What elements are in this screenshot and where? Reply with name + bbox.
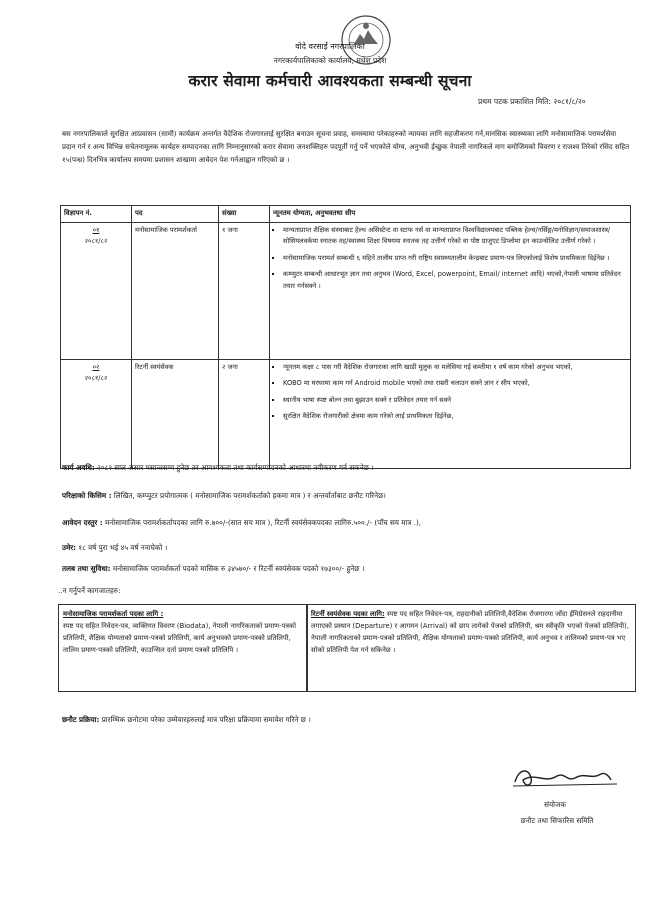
table-row (61, 359, 631, 468)
required-documents-heading: ..न गर्नुपर्ने कागजातहरु: (58, 586, 121, 595)
exam-type (62, 490, 632, 502)
selection-process-label: छनौट प्रक्रिया: (62, 715, 100, 724)
term-duration (62, 462, 632, 474)
qualification-item: ▪ मान्यताप्राप्त शैक्षिक संस्थाबाट हेल्थ असिस्टेन्ट वा स्टाफ नर्स वा मान्यताप्राप्त विश्वविद्यालयबाट पब्लिक हेल्थ/नर्सिङ्ग/मनोविज्ञान/समाजशास्त्र/सोसियलवर्कमा स्नातक तह/स्वास्थ्य शिक्षा विषयमा स्नातक तह उत्तीर्ण गरेको वा पोष्ट ग्राजुएट डिप्लोमा इन काउन्सेलिङ उत्तीर्ण गरेको । (283, 225, 627, 248)
qualification-item: ▪ स्थानीय भाषा स्पष्ट बोल्न तथा बुझाउन सक्ने र प्रतिवेदन तयार गर्न सक्ने (283, 395, 627, 407)
qualification-item: ▪ कम्प्युटर सम्बन्धी आधारभूत ज्ञान तथा अनुभव (Word, Excel, powerpoint, Email/ internet आदि) भएको,नेपाली भाषामा प्रतिवेदन तयार गर्नसक्ने । (283, 269, 627, 292)
exam-type-label: परिक्षाको किसिम : (62, 491, 112, 500)
ad-number: ०२ (92, 362, 100, 371)
ad-number: ०१ (92, 225, 100, 234)
application-fee (62, 517, 632, 529)
post-cell: रिटर्नी स्वयंसेवक (132, 359, 219, 468)
signatory-role: संयोजक (544, 800, 566, 809)
salary (62, 563, 632, 575)
application-fee-label: आवेदन दस्तुर : (62, 518, 103, 527)
ad-number-cell (61, 222, 132, 359)
signature-icon (505, 760, 625, 796)
office-name: वोदे वरसाईं नगरपालिका (295, 42, 365, 51)
col-header-qualifications: न्यूनतम योग्यता, अनुभवतथा सीप (270, 206, 631, 223)
docs-volunteer-heading: रिटर्नी स्वयंसेवक पदका लागि: (311, 610, 385, 618)
salary-text: मनोसामाजिक परामर्शकर्ता पदको मासिक रु ३४५७०/- र रिटर्नी स्वयंसेवक पदको १७३००/- हुनेछ । (112, 564, 365, 573)
salary-label: तलब तथा सुविधा: (62, 564, 111, 573)
col-header-post: पद (132, 206, 219, 223)
intro-paragraph: बस नगरपालिकाले सुरक्षित आप्रवासन (सामी) कार्यक्रम अन्तर्गत वैदेशिक रोजगारलाई सुरक्षित बनाउन सूचना प्रवाह, समस्यामा परेकाहरुको न्यायका लागि सहजीकरण गर्न,मानसिक स्वास्थ्यका लागि मनोसामाजिक परामर्शसेवा प्रदान गर्न र अन्य विभिन्न सचेतनामूलक कार्यहरु सम्पादनका लागि निम्नानुसारको करार सेवामा जनशक्तिहरु पदपूर्ती गर्नु पर्ने भएकोले योग्य, अनुभवी ईच्छुक नेपाली नागरिकले माग बमोजिमको विवरण र राजश्व तिरेको रसिद सहित १५(पन्ध्र) दिनभित्र कार्यालय समयमा प्रशासन शाखामा आवेदन पेश गर्नआह्वान गरिएको छ । (62, 130, 630, 164)
post-cell: मनोसामाजिक परामर्शकर्ता (132, 222, 219, 359)
qualification-item: ▪ सुरक्षित वैदेशिक रोजगारीको क्षेत्रमा काम गरेको लाई प्राथमिकता दिईनेछ, (283, 411, 627, 423)
application-fee-text: मनोसामाजिक परामर्शकर्तापदका लागि रु.७००/-(सात सय मात्र ), रिटर्नी स्वयंसेवकपदका लागिरु.५००./- (पाँच सय मात्र .), (104, 518, 422, 527)
age-limit-label: उमेर: (62, 543, 77, 552)
ad-year: २०८१/८२ (84, 237, 108, 245)
age-limit-text: १८ वर्ष पुरा भई ४५ वर्ष ननाघेको । (78, 543, 168, 552)
table-row (61, 222, 631, 359)
col-header-ad-no: विज्ञापन नं. (61, 206, 132, 223)
count-cell: २ जना (219, 359, 270, 468)
exam-type-text: लिखित, कम्प्युटर प्रयोगात्मक ( मनोसामाजिक परामर्शकर्ताको हकमा मात्र ) र अन्तर्वार्ताबाट छनौट गरिनेछ। (113, 491, 386, 500)
qualifications-cell (270, 359, 631, 468)
vacancy-table (60, 205, 631, 469)
term-duration-text: २०८२ साल असार मसान्तसम्म हुनेछ तर आवश्यकता तथा कार्यसम्पादनको आधारमा नवीकरण गर्न सकनेछ । (97, 463, 374, 472)
qualification-item: ▪ न्यूनतम कक्षा ८ पास गरी वैदेशिक रोजगारका लागि खाडी मुलुक वा मलेसिया गई कम्तीमा १ वर्ष काम गरेको अनुभव भएको, (283, 362, 627, 374)
ad-year: २०८१/८२ (84, 374, 108, 382)
docs-counsellor-heading: मनोसामाजिक परामर्शकर्ता पदका लागि : (63, 610, 164, 618)
docs-box-volunteer (306, 604, 636, 692)
signatory-committee: छनौट तथा सिफारिस समिति (520, 816, 594, 825)
age-limit (62, 542, 632, 554)
qualification-item: ▪ KOBO मा घरघरमा काम गर्न Android mobile भएको तथा राम्ररी चलाउन सक्ने ज्ञान र सीप भएको, (283, 378, 627, 390)
qualifications-cell (270, 222, 631, 359)
col-header-count: संख्या (219, 206, 270, 223)
page-title: करार सेवामा कर्मचारी आवश्यकता सम्बन्धी सूचना (188, 72, 472, 90)
table-header-row (61, 206, 631, 223)
selection-process-text: प्रारम्भिक छनोटमा परेका उम्मेवारहरुलाई मात्र परिक्षा प्रक्रियामा समावेश गरिने छ । (101, 715, 311, 724)
docs-volunteer-text: स्पष्ट पद सहित निवेदन-पत्र, राहदानीको प्रतिलिपी,वैदेशिक रोजगारमा जाँदा ईमिग्रेसनले राहदानीमा लगाएको प्रस्थान (Departure) र आगमन (Arrival) को छाप लागेको पेजको प्रतिलिपी, श्रम स्वीकृति भएको पेजको प्रतिलिपी), नेपाली नागरिकताको प्रमाण-पत्रको प्रतिलिपी, शैक्षिक योग्यताको प्रमाण-पत्रको प्रतिलिपी, कार्य अनुभव र तालिमको प्रमाण-पत्र भए सोको प्रतिलिपी पेश गर्न सकिनेछ । (311, 610, 629, 654)
qualification-item: ▪ मनोसामाजिक परामर्श सम्बन्धी ६ महिने तालीम प्राप्त गरी राष्ट्रिय स्वास्थ्यतालीम केन्द्रबाट प्रमाण-पत्र लिएकोलाई विशेष प्राथमिकता दिईनेछ । (283, 253, 627, 265)
office-subtitle: नगरकार्यपालिकाको कार्यालय, मधेश प्रदेश (273, 56, 387, 65)
term-duration-label: कार्य अवधि: (62, 463, 95, 472)
docs-counsellor-text: स्पष्ट पद सहित निवेदन-पत्र, व्यक्तिगत विवरण (Biodata), नेपाली नागरिकताको प्रमाण-पत्रको प्रतिलिपी, शैक्षिक योग्यताको प्रमाण-पत्रको प्रतिलिपी, कार्य अनुभवको प्रमाण-पत्रको प्रतिलिपी, तालिम प्रमाण-पत्रको प्रतिलिपी, काउन्सिल दर्ता प्रमाण पत्रको प्रतिलिपि । (63, 622, 297, 654)
count-cell: १ जना (219, 222, 270, 359)
selection-process (62, 714, 632, 726)
publish-date: प्रथम पटक प्रकाशित मिति: २०८१/८/२० (478, 97, 586, 106)
ad-number-cell (61, 359, 132, 468)
docs-box-counsellor (58, 604, 308, 692)
